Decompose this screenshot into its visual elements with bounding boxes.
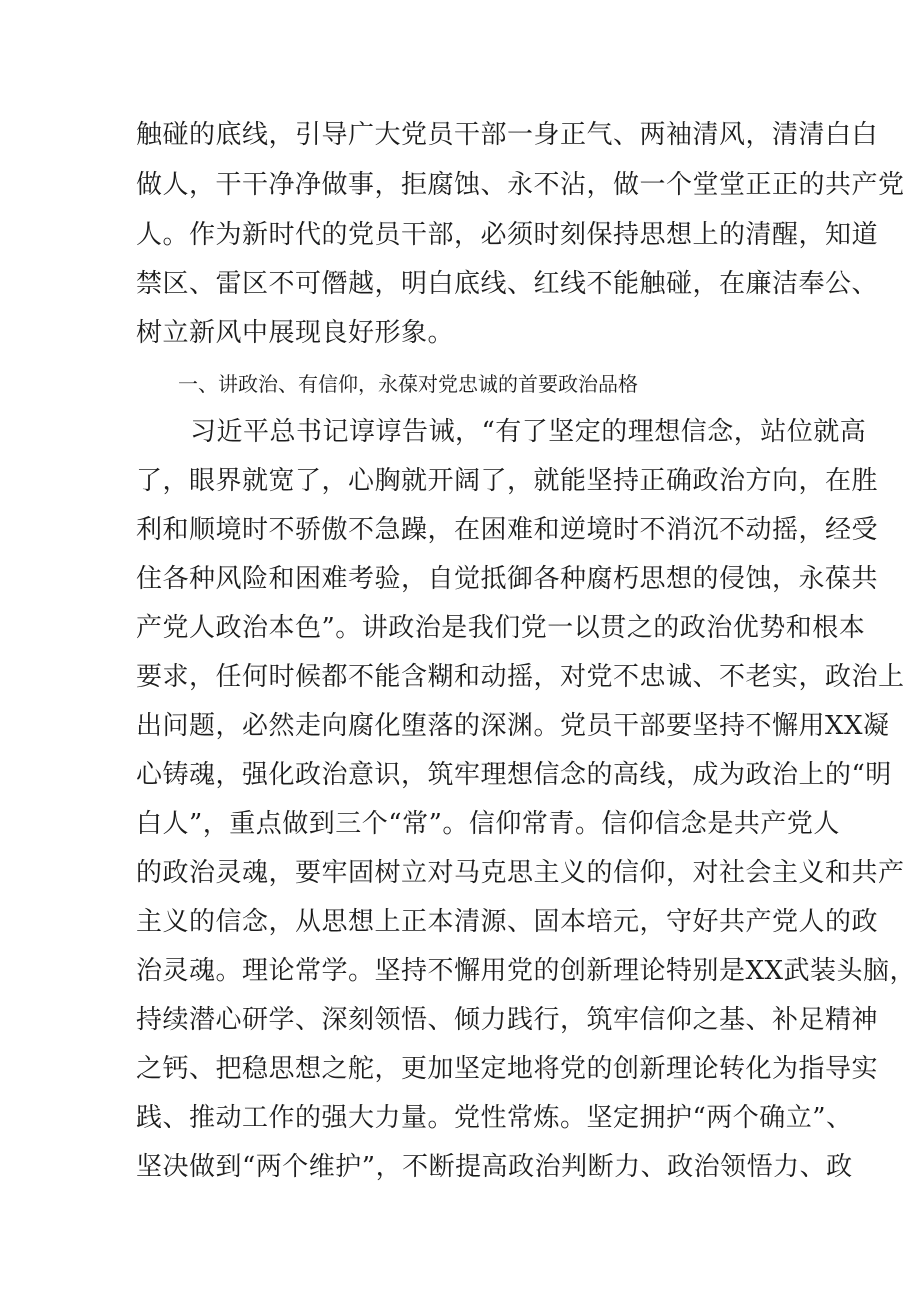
paragraph-1-line-3: 人。作为新时代的党员干部，必须时刻保持思想上的清醒，知道: [136, 220, 879, 250]
paragraph-2-line-12: 治灵魂。理论常学。坚持不懈用党的创新理论特别是XX武装头脑，: [136, 956, 917, 986]
paragraph-2-line-4: 住各种风险和困难考验，自觉抵御各种腐朽思想的侵蚀，永葆共: [136, 564, 879, 594]
paragraph-2-line-2: 了，眼界就宽了，心胸就开阔了，就能坚持正确政治方向，在胜: [136, 466, 879, 496]
paragraph-2-line-14: 之钙、把稳思想之舵，更加坚定地将党的创新理论转化为指导实: [136, 1054, 879, 1084]
paragraph-2-line-10: 的政治灵魂，要牢固树立对马克思主义的信仰，对社会主义和共产: [136, 858, 905, 888]
section-heading: 一、讲政治、有信仰，永葆对党忠诚的首要政治品格: [178, 372, 638, 396]
paragraph-2-line-3: 利和顺境时不骄傲不急躁，在困难和逆境时不消沉不动摇，经受: [136, 515, 879, 545]
paragraph-1-line-4: 禁区、雷区不可僭越，明白底线、红线不能触碰，在廉洁奉公、: [136, 269, 879, 299]
paragraph-2-line-13: 持续潜心研学、深刻领悟、倾力践行，筑牢信仰之基、补足精神: [136, 1005, 879, 1035]
paragraph-1-line-2: 做人，干干净净做事，拒腐蚀、永不沾，做一个堂堂正正的共产党: [136, 170, 905, 200]
paragraph-2-line-1: 习近平总书记谆谆告诫，“有了坚定的理想信念，站位就高: [190, 417, 867, 447]
paragraph-2-line-15: 践、推动工作的强大力量。党性常炼。坚定拥护“两个确立”、: [136, 1103, 853, 1133]
paragraph-1-line-1: 触碰的底线，引导广大党员干部一身正气、两袖清风，清清白白: [136, 120, 879, 150]
paragraph-2-line-11: 主义的信念，从思想上正本清源、固本培元，守好共产党人的政: [136, 907, 879, 937]
paragraph-1-line-5: 树立新风中展现良好形象。: [136, 318, 455, 348]
paragraph-2-line-8: 心铸魂，强化政治意识，筑牢理想信念的高线，成为政治上的“明: [136, 760, 892, 790]
paragraph-2-line-6: 要求，任何时候都不能含糊和动摇，对党不忠诚、不老实，政治上: [136, 662, 905, 692]
paragraph-2-line-7: 出问题，必然走向腐化堕落的深渊。党员干部要坚持不懈用XX凝: [136, 711, 890, 741]
paragraph-2-line-9: 白人”，重点做到三个“常”。信仰常青。信仰信念是共产党人: [136, 809, 840, 839]
paragraph-2-line-5: 产党人政治本色”。讲政治是我们党一以贯之的政治优势和根本: [136, 613, 866, 643]
paragraph-2-line-16: 坚决做到“两个维护”，不断提高政治判断力、政治领悟力、政: [136, 1152, 853, 1182]
